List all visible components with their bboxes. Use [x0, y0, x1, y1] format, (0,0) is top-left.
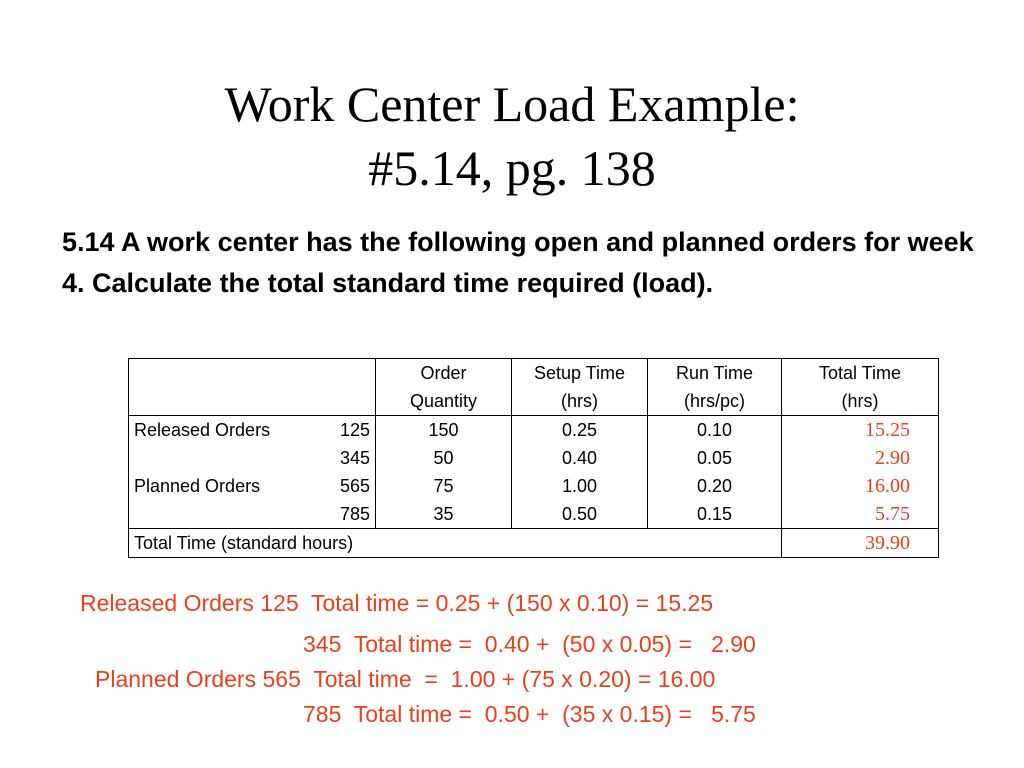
calculation-line: 345 Total time = 0.40 + (50 x 0.05) = 2.90 — [303, 631, 756, 657]
setup-time: 0.40 — [512, 444, 648, 472]
header-total-time-unit: (hrs) — [782, 387, 939, 416]
order-number: 565 — [339, 475, 370, 496]
row-label-cell — [129, 416, 376, 445]
header-blank-cell — [129, 359, 376, 416]
slide-title — [0, 72, 1024, 200]
setup-time: 0.25 — [512, 416, 648, 445]
row-label-cell — [129, 472, 376, 500]
table-row — [129, 500, 939, 529]
order-quantity: 50 — [376, 444, 512, 472]
work-center-load-table — [128, 358, 939, 558]
order-quantity: 150 — [376, 416, 512, 445]
header-setup-time: Setup Time — [512, 359, 648, 388]
slide-title-line-2: #5.14, pg. 138 — [368, 140, 656, 196]
total-time: 5.75 — [782, 500, 939, 529]
order-number: 345 — [339, 447, 370, 468]
header-order-quantity-sub: Quantity — [376, 387, 512, 416]
row-label: Planned Orders — [134, 475, 261, 496]
header-run-time-unit: (hrs/pc) — [648, 387, 782, 416]
run-time: 0.10 — [648, 416, 782, 445]
total-time: 16.00 — [782, 472, 939, 500]
total-time: 15.25 — [782, 416, 939, 445]
run-time: 0.05 — [648, 444, 782, 472]
table-header-row — [129, 359, 939, 388]
total-time: 2.90 — [782, 444, 939, 472]
row-label: Released Orders — [134, 419, 271, 440]
row-label-cell — [129, 444, 376, 472]
table-row — [129, 472, 939, 500]
footer-label: Total Time (standard hours) — [129, 529, 782, 558]
run-time: 0.20 — [648, 472, 782, 500]
slide-title-line-1: Work Center Load Example: — [224, 76, 800, 132]
table-row — [129, 444, 939, 472]
table-footer-row — [129, 529, 939, 558]
order-quantity: 35 — [376, 500, 512, 529]
order-number: 785 — [339, 503, 370, 524]
order-quantity: 75 — [376, 472, 512, 500]
calculation-line: Planned Orders 565 Total time = 1.00 + (75 x 0.20) = 16.00 — [95, 666, 716, 692]
order-number: 125 — [339, 419, 370, 440]
setup-time: 0.50 — [512, 500, 648, 529]
calculation-line: 785 Total time = 0.50 + (35 x 0.15) = 5.75 — [303, 701, 756, 727]
problem-statement: 5.14 A work center has the following open and planned orders for week 4. Calculate the total standard time required (load). — [62, 227, 974, 298]
calculation-line: Released Orders 125 Total time = 0.25 + (150 x 0.10) = 15.25 — [80, 590, 714, 616]
row-label-cell — [129, 500, 376, 529]
table-row — [129, 416, 939, 445]
run-time: 0.15 — [648, 500, 782, 529]
header-run-time: Run Time — [648, 359, 782, 388]
header-order-quantity: Order — [376, 359, 512, 388]
header-setup-time-unit: (hrs) — [512, 387, 648, 416]
grand-total-time: 39.90 — [782, 529, 939, 558]
header-total-time: Total Time — [782, 359, 939, 388]
setup-time: 1.00 — [512, 472, 648, 500]
